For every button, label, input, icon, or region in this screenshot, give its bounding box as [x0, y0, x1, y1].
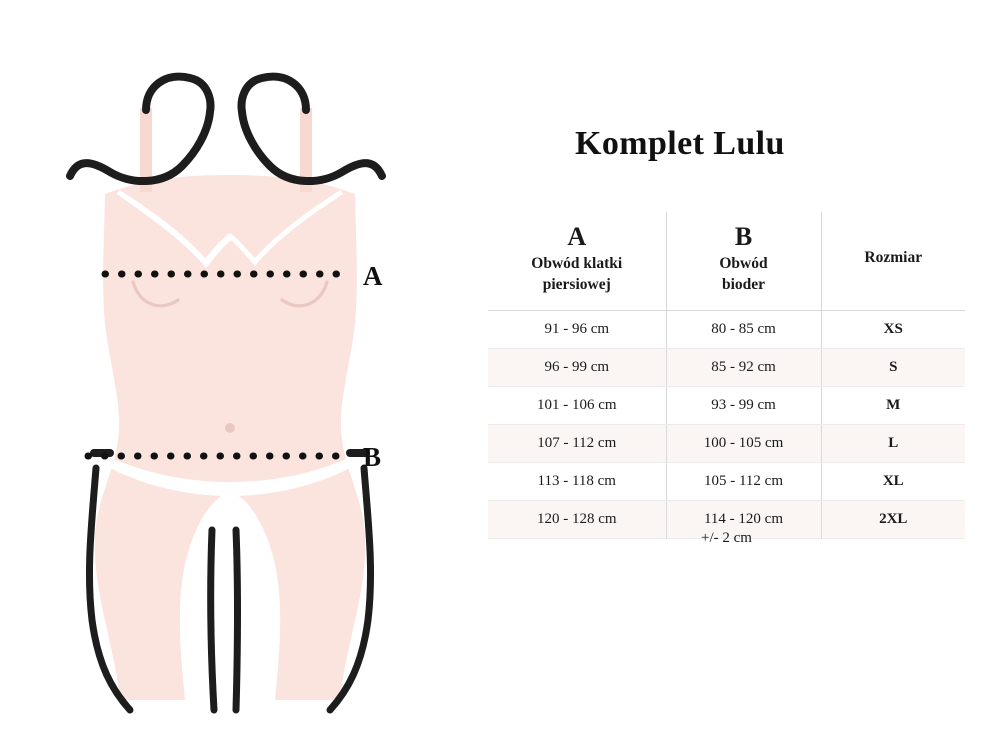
cell-chest: 91 - 96 cm: [488, 310, 666, 348]
size-chart-panel: [470, 0, 1000, 750]
table-row: [488, 424, 965, 462]
header-chest: [488, 212, 666, 310]
body-illustration-svg: [0, 0, 460, 750]
cell-hips: 114 - 120 cm: [666, 500, 821, 538]
cell-size: L: [821, 424, 965, 462]
header-hips: [666, 212, 821, 310]
cell-chest: 113 - 118 cm: [488, 462, 666, 500]
cell-size: 2XL: [821, 500, 965, 538]
page-title: Komplet Lulu: [575, 125, 785, 162]
table-header-row: [488, 212, 965, 310]
tolerance-note: +/- 2 cm: [701, 530, 752, 546]
navel: [225, 423, 235, 433]
marker-label-b: B: [363, 442, 382, 472]
body-illustration: [0, 0, 460, 750]
table-row: [488, 462, 965, 500]
cell-hips: 105 - 112 cm: [666, 462, 821, 500]
cell-chest: 96 - 99 cm: [488, 348, 666, 386]
header-chest-letter: A: [567, 222, 587, 251]
table-row: [488, 386, 965, 424]
cell-size: XL: [821, 462, 965, 500]
header-hips-line1: Obwód: [719, 254, 768, 272]
header-chest-line2: piersiowej: [542, 275, 611, 293]
header-hips-line2: bioder: [721, 275, 766, 293]
table-row: [488, 348, 965, 386]
size-table-head: [488, 212, 965, 310]
header-size-label: Rozmiar: [864, 249, 923, 267]
cell-hips: 100 - 105 cm: [666, 424, 821, 462]
cell-chest: 120 - 128 cm: [488, 500, 666, 538]
size-table: [488, 212, 965, 539]
cell-size: XS: [821, 310, 965, 348]
header-size: [821, 212, 965, 310]
cell-chest: 101 - 106 cm: [488, 386, 666, 424]
cell-hips: 93 - 99 cm: [666, 386, 821, 424]
cell-hips: 80 - 85 cm: [666, 310, 821, 348]
body-silhouette: [95, 176, 366, 700]
cell-size: S: [821, 348, 965, 386]
halter-outline: [70, 77, 382, 181]
cell-hips: 85 - 92 cm: [666, 348, 821, 386]
cell-chest: 107 - 112 cm: [488, 424, 666, 462]
table-row: [488, 310, 965, 348]
header-hips-letter: B: [734, 222, 753, 251]
marker-label-a: A: [363, 261, 383, 291]
cell-size: M: [821, 386, 965, 424]
size-table-body: [488, 310, 965, 538]
torso-shape: [95, 176, 366, 700]
header-chest-line1: Obwód klatki: [531, 254, 623, 272]
